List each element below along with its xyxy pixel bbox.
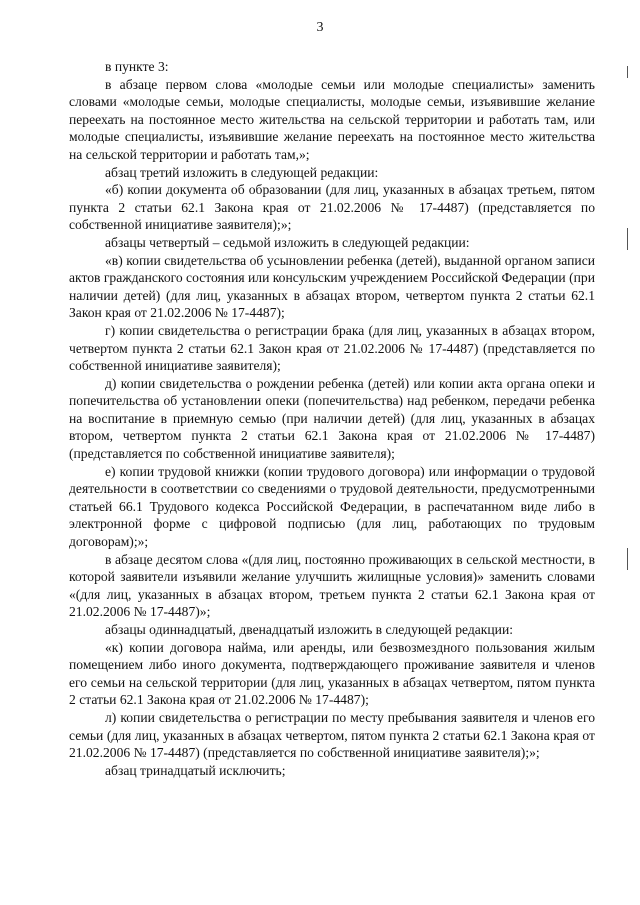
paragraph-item-b: «б) копии документа об образовании (для лиц, указанных в абзацах третьем, пятом пункта 2 статьи 62.1 Закона края от 21.02.2006 № 17-4487) (представляется по собственной инициативе заявителя);»; (69, 182, 595, 233)
paragraph-amend-tenth: в абзаце десятом слова «(для лиц, постоянно проживающих в сельской местности, в которой заявители изъявили желание улучшить жилищные условия)» заменить словами «(для лиц, указанных в абзацах втором, третьем пункта 2 статьи 62.1 Закона края от 21.02.2006 № 17-4487)»; (69, 551, 595, 620)
paragraph-instruction: абзацы одиннадцатый, двенадцатый изложить в следующей редакции: (105, 622, 514, 637)
paragraph-exclude: абзац тринадцатый исключить; (105, 762, 286, 778)
paragraph-item-e: е) копии трудовой книжки (копии трудового договора) или информации о трудовой деятельности в соответствии со сведениями о трудовой деятельности, предусмотренными статьей 66.1 Трудового кодекса Российской Федерации, в распечатанном виде либо в электронной форме с цифровой подписью (для лиц, работающих по трудовым договорам);»; (69, 463, 595, 550)
scan-mark (627, 66, 629, 78)
paragraph-item-k: «к) копии договора найма, или аренды, или безвозмездного пользования жилым помещением либо иного документа, подтверждающего проживание заявителя и членов его семьи на сельской территории (для лиц, указанных в абзацах четвертом, пятом пункта 2 статьи 62.1 Закона края от 21.02.2006 № 17-4487); (69, 639, 595, 708)
paragraph-item-g: г) копии свидетельства о регистрации брака (для лиц, указанных в абзацах втором, четвертом пункта 2 статьи 62.1 Закон края от 21.02.2006 № 17-4487) (представляется по собственной инициативе заявителя); (69, 322, 595, 374)
scan-mark (627, 548, 629, 570)
paragraph-instruction: абзацы четвертый – седьмой изложить в следующей редакции: (105, 234, 470, 250)
paragraph-item-l: л) копии свидетельства о регистрации по месту пребывания заявителя и членов его семьи (для лиц, указанных в абзацах четвертом, пятом пункта 2 статьи 62.1 Закона края от 21.02.2006 № 17-4487) (представляется по собственной инициативе заявителя);»; (69, 709, 595, 761)
paragraph-item-d: д) копии свидетельства о рождении ребенка (детей) или копии акта органа опеки и попечительства об установлении опеки (попечительства) над ребенком, передачи ребенка на воспитание в приемную семью (при наличии детей) (для лиц, указанных в абзацах втором, четвертом пункта 2 статьи 62.1 Закона края от 21.02.2006 № 17-4487) (представляется по собственной инициативе заявителя); (69, 375, 595, 462)
document-body (69, 58, 595, 779)
paragraph-item-heading: в пункте 3: (105, 59, 169, 74)
scan-mark (627, 228, 629, 250)
paragraph-item-v: «в) копии свидетельства об усыновлении ребенка (детей), выданной органом записи актов гражданского состояния или консульским учреждением Российской Федерации (при наличии детей) (для лиц, указанных в абзацах втором, четвертом пункта 2 статьи 62.1 Закон края от 21.02.2006 № 17-4487); (69, 252, 595, 321)
page-number: 3 (316, 20, 324, 35)
paragraph-amend-first: в абзаце первом слова «молодые семьи или молодые специалисты» заменить словами «молодые семьи, молодые специалисты, молодые семьи, изъявившие желание переехать на постоянное место жительства на сельской территории и работать там, или молодые специалисты, изъявившие желание переехать на постоянное место жительства на сельской территории и работать там,»; (69, 76, 595, 162)
paragraph-instruction: абзац третий изложить в следующей редакции: (105, 164, 379, 180)
